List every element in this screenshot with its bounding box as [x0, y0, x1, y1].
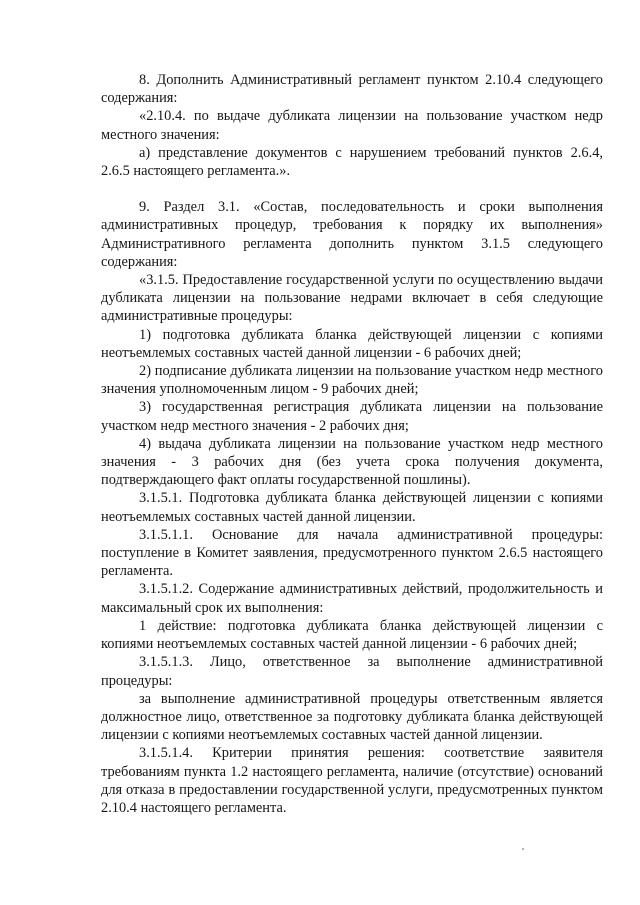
paragraph-clause-2-10-4: «2.10.4. по выдаче дубликата лицензии на пользование участком недр местного значения: [101, 108, 603, 143]
paragraph-action-1: 1 действие: подготовка дубликата бланка действующей лицензии с копиями неотъемлемых составных частей данной лицензии - 6 рабочих дней; [101, 617, 603, 653]
paragraph-clause-3-1-5: «3.1.5. Предоставление государственной услуги по осуществлению выдачи дубликата лицензии на пользование недрами включает в себя следующие административные процедуры: [101, 272, 603, 325]
paragraph-clause-3-1-5-1: 3.1.5.1. Подготовка дубликата бланка действующей лицензии с копиями неотъемлемых составных частей данной лицензии. [101, 490, 603, 525]
paragraph-subclause-a: а) представление документов с нарушением требований пунктов 2.6.4, 2.6.5 настоящего регламента.». [101, 144, 603, 180]
paragraph-item-9: 9. Раздел 3.1. «Состав, последовательность и сроки выполнения административных процедур, требования к порядку их выполнения» Административного регламента дополнить пунктом 3.1.5 следующего содержания: [101, 199, 603, 270]
paragraph-item-8: 8. Дополнить Административный регламент пунктом 2.10.4 следующего содержания: [101, 72, 603, 107]
list-item-procedure-3: 3) государственная регистрация дубликата лицензии на пользование участком недр местного значения - 2 рабочих дня; [101, 399, 603, 434]
paragraph-clause-3-1-5-1-2: 3.1.5.1.2. Содержание административных действий, продолжительность и максимальный срок их выполнения: [101, 581, 603, 616]
paragraph-clause-3-1-5-1-4: 3.1.5.1.4. Критерии принятия решения: соответствие заявителя требованиям пункта 1.2 настоящего регламента, наличие (отсутствие) оснований для отказа в предоставлении государственной услуги, предусмотренных пунктом 2.10.4 настоящего регламента. [101, 745, 603, 816]
paragraph-clause-3-1-5-1-3: 3.1.5.1.3. Лицо, ответственное за выполнение административной процедуры: [101, 654, 603, 689]
list-item-procedure-2: 2) подписание дубликата лицензии на пользование участком недр местного значения уполномоченным лицом - 9 рабочих дней; [101, 363, 603, 398]
paragraph-responsible-person: за выполнение административной процедуры ответственным является должностное лицо, ответственное за подготовку дубликата бланка действующей лицензии с копиями неотъемлемых составных частей данной лицензии. [101, 690, 603, 744]
paragraph-clause-3-1-5-1-1: 3.1.5.1.1. Основание для начала административной процедуры: поступление в Комитет заявления, предусмотренного пунктом 2.6.5 настоящего регламента. [101, 526, 603, 580]
list-item-procedure-4: 4) выдача дубликата лицензии на пользование участком недр местного значения - 3 рабочих дня (без учета срока получения документа, подтверждающего факт оплаты государственной пошлины). [101, 435, 603, 489]
document-body [101, 71, 603, 817]
list-item-procedure-1: 1) подготовка дубликата бланка действующей лицензии с копиями неотъемлемых составных частей данной лицензии - 6 рабочих дней; [101, 326, 603, 361]
scan-dot-mark [522, 848, 524, 850]
